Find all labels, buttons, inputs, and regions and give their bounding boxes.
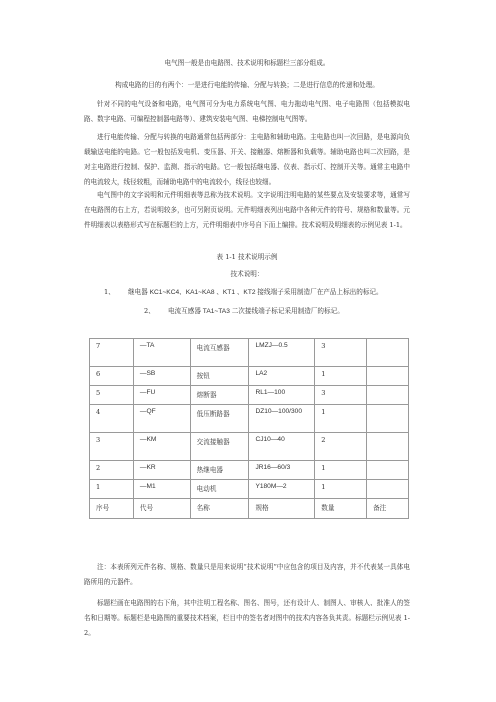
cell-remark — [367, 386, 409, 405]
note-number: 1、 — [104, 288, 115, 296]
cell-code: —QF — [133, 405, 190, 433]
table-row — [90, 339, 409, 367]
parts-table — [89, 338, 409, 519]
cell-name: 熔断器 — [190, 386, 249, 405]
cell-no: 5 — [90, 386, 134, 405]
paragraph-classification: 针对不同的电气设备和电路，电气图可分为电力系统电气图、电力拖动电气图、电子电路图（包括模拟电路、数字电路、可编程控制器电路等）、建筑安装电气图、电梯控制电气图等。 — [84, 100, 410, 123]
note-text: 电流互感器 TA1~TA3 二次接线端子标记采用制造厂的标记。 — [168, 308, 344, 315]
cell-code: —TA — [133, 339, 190, 367]
table-header-row — [90, 499, 409, 519]
cell-name: 电流互感器 — [190, 339, 249, 367]
cell-model: Y180M—2 — [249, 480, 315, 499]
cell-name: 低压断路器 — [190, 405, 249, 433]
cell-no: 1 — [90, 480, 134, 499]
cell-qty: 1 — [315, 461, 367, 480]
cell-no: 6 — [90, 367, 134, 386]
cell-no: 4 — [90, 405, 134, 433]
cell-remark — [367, 480, 409, 499]
tech-label: 技术说明： — [230, 270, 264, 278]
header-name: 名称 — [190, 499, 249, 519]
table-caption: 表 1-1 技术说明示例 — [216, 253, 278, 261]
paragraph-tech-description: 电气图中的文字说明和元件明细表等总称为技术说明。文字说明注明电路的某些要点及安装要求等，通常写在电路图的右上方，若说明较多，也可另附页说明。元件明细表列出电路中各种元件的符号、规格和数量等。元件明细表以表格形式写在标题栏的上方，元件明细表中序号自下而上编排。技术说明及明细表的示例见表 1-1。 — [84, 191, 410, 229]
cell-model: LA2 — [249, 367, 315, 386]
cell-model: DZ10—100/300 — [249, 405, 315, 433]
cell-qty: 1 — [315, 405, 367, 433]
cell-no: 2 — [90, 461, 134, 480]
note-item-1 — [104, 285, 424, 300]
cell-model: RL1—100 — [249, 386, 315, 405]
table-row — [90, 433, 409, 461]
header-model: 规格 — [249, 499, 315, 519]
cell-qty: 2 — [315, 433, 367, 461]
cell-code: —KR — [133, 461, 190, 480]
header-code: 代号 — [133, 499, 190, 519]
cell-code: —M1 — [133, 480, 190, 499]
cell-name: 热继电器 — [190, 461, 249, 480]
cell-model: CJ10—40 — [249, 433, 315, 461]
table-row — [90, 386, 409, 405]
cell-code: —KM — [133, 433, 190, 461]
header-remark: 备注 — [367, 499, 409, 519]
cell-name: 电动机 — [190, 480, 249, 499]
cell-model: JR16—60/3 — [249, 461, 315, 480]
table-row — [90, 367, 409, 386]
cell-remark — [367, 405, 409, 433]
cell-name: 按钮 — [190, 367, 249, 386]
cell-model: LMZJ—0.5 — [249, 339, 315, 367]
paragraph-title-block: 标题栏画在电路图的右下角，其中注明工程名称、图名、图号，还有设计人、制图人、审核人、批准人的签名和日期等。标题栏是电路图的重要技术档案，栏目中的签名者对图中的技术内容各负其责。标题栏示例见表 1-2。 — [84, 599, 410, 637]
cell-remark — [367, 367, 409, 386]
header-no: 序号 — [90, 499, 134, 519]
table-row — [90, 405, 409, 433]
cell-remark — [367, 461, 409, 480]
cell-qty: 1 — [315, 480, 367, 499]
note-number: 2、 — [144, 307, 155, 315]
cell-remark — [367, 433, 409, 461]
paragraph-purpose: 构成电路的目的有两个：一是进行电能的传输、分配与转换；二是进行信息的传递和处理。 — [115, 81, 379, 89]
cell-qty: 3 — [315, 386, 367, 405]
cell-qty: 3 — [315, 339, 367, 367]
cell-no: 3 — [90, 433, 134, 461]
cell-no: 7 — [90, 339, 134, 367]
cell-remark — [367, 339, 409, 367]
paragraph-intro: 电气图一般是由电路图、技术说明和标题栏三部分组成。 — [164, 59, 330, 67]
note-item-2 — [144, 304, 424, 319]
note-text: 继电器 KC1~KC4、KA1~KA8 、KT1 、KT2 接线端子采用制造厂在产品上标出的标记。 — [128, 289, 383, 296]
cell-qty: 1 — [315, 367, 367, 386]
cell-name: 交流接触器 — [190, 433, 249, 461]
header-qty: 数量 — [315, 499, 367, 519]
paragraph-circuits: 进行电能传输、分配与转换的电路通常包括两部分：主电路和辅助电路。主电路也叫一次回路，是电源向负载输送电能的电路。它一般包括发电机、变压器、开关、接触器、熔断器和负载等。辅助电路也叫二次回路，是对主电路进行控制、保护、监测、指示的电路。它一般包括继电器、仪表、指示灯、控制开关等。通常主电路中的电流较大，线径较粗，而辅助电路中的电流较小，线径也较细。 — [84, 133, 410, 186]
table-row — [90, 480, 409, 499]
table-footnote: 注：本表所列元件名称、规格、数量只是用来说明“技术说明”中应包含的项目及内容，并不代表某一具体电路所用的元器件。 — [84, 563, 410, 586]
cell-code: —SB — [133, 367, 190, 386]
table-row — [90, 461, 409, 480]
cell-code: —FU — [133, 386, 190, 405]
